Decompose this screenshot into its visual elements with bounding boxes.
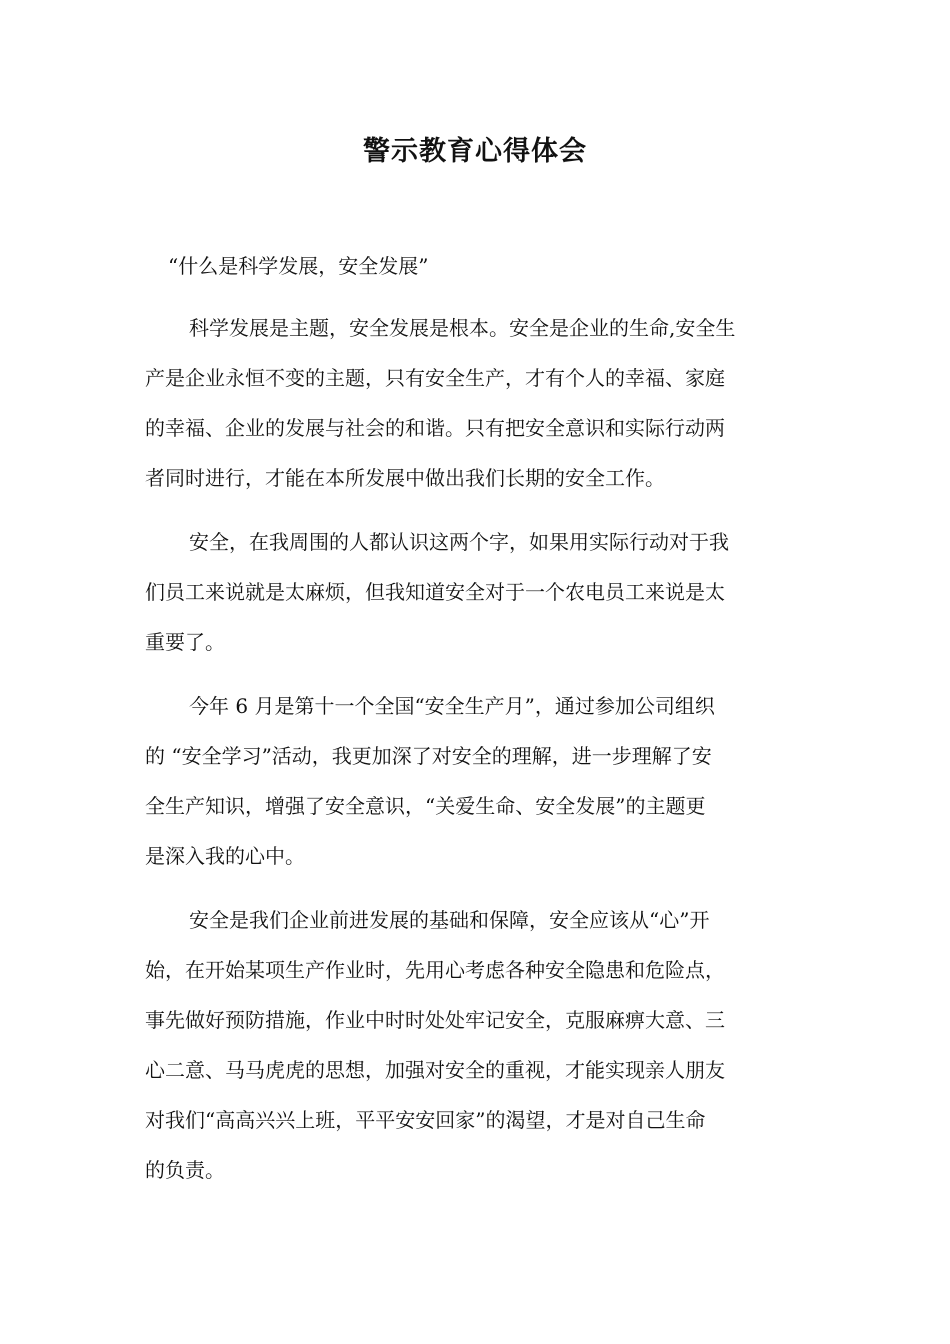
paragraph-line: 者同时进行，才能在本所发展中做出我们长期的安全工作。 (145, 466, 665, 490)
paragraph-line: 是深入我的心中。 (145, 844, 305, 868)
paragraph-line: 今年 6 月是第十一个全国“安全生产月”，通过参加公司组织 (189, 694, 715, 718)
paragraph-1 (145, 303, 810, 503)
paragraph-line: 的幸福、企业的发展与社会的和谐。只有把安全意识和实际行动两 (145, 416, 725, 440)
paragraph-line: 安全，在我周围的人都认识这两个字，如果用实际行动对于我 (189, 530, 729, 554)
paragraph-line: 安全是我们企业前进发展的基础和保障，安全应该从“心”开 (189, 908, 710, 932)
quote-heading: “什么是科学发展，安全发展” (168, 254, 429, 278)
paragraph-line: 的 “安全学习”活动，我更加深了对安全的理解，进一步理解了安 (145, 744, 712, 768)
paragraph-3 (145, 681, 810, 881)
paragraph-line: 全生产知识，增强了安全意识，“关爱生命、安全发展”的主题更 (145, 794, 706, 818)
paragraph-line: 科学发展是主题，安全发展是根本。安全是企业的生命,安全生 (189, 316, 736, 340)
paragraph-line: 心二意、马马虎虎的思想，加强对安全的重视，才能实现亲人朋友 (145, 1058, 725, 1082)
paragraph-line: 事先做好预防措施，作业中时时处处牢记安全，克服麻痹大意、三 (145, 1008, 725, 1032)
paragraph-line: 对我们“高高兴兴上班，平平安安回家”的渴望，才是对自己生命 (145, 1108, 706, 1132)
paragraph-line: 始，在开始某项生产作业时，先用心考虑各种安全隐患和危险点， (145, 958, 725, 982)
paragraph-line: 的负责。 (145, 1158, 225, 1182)
document-title: 警示教育心得体会 (363, 136, 587, 167)
paragraph-line: 产是企业永恒不变的主题，只有安全生产，才有个人的幸福、家庭 (145, 366, 725, 390)
paragraph-line: 们员工来说就是太麻烦，但我知道安全对于一个农电员工来说是太 (145, 580, 725, 604)
paragraph-4 (145, 895, 810, 1195)
paragraph-2 (145, 517, 810, 667)
paragraph-line: 重要了。 (145, 630, 225, 654)
